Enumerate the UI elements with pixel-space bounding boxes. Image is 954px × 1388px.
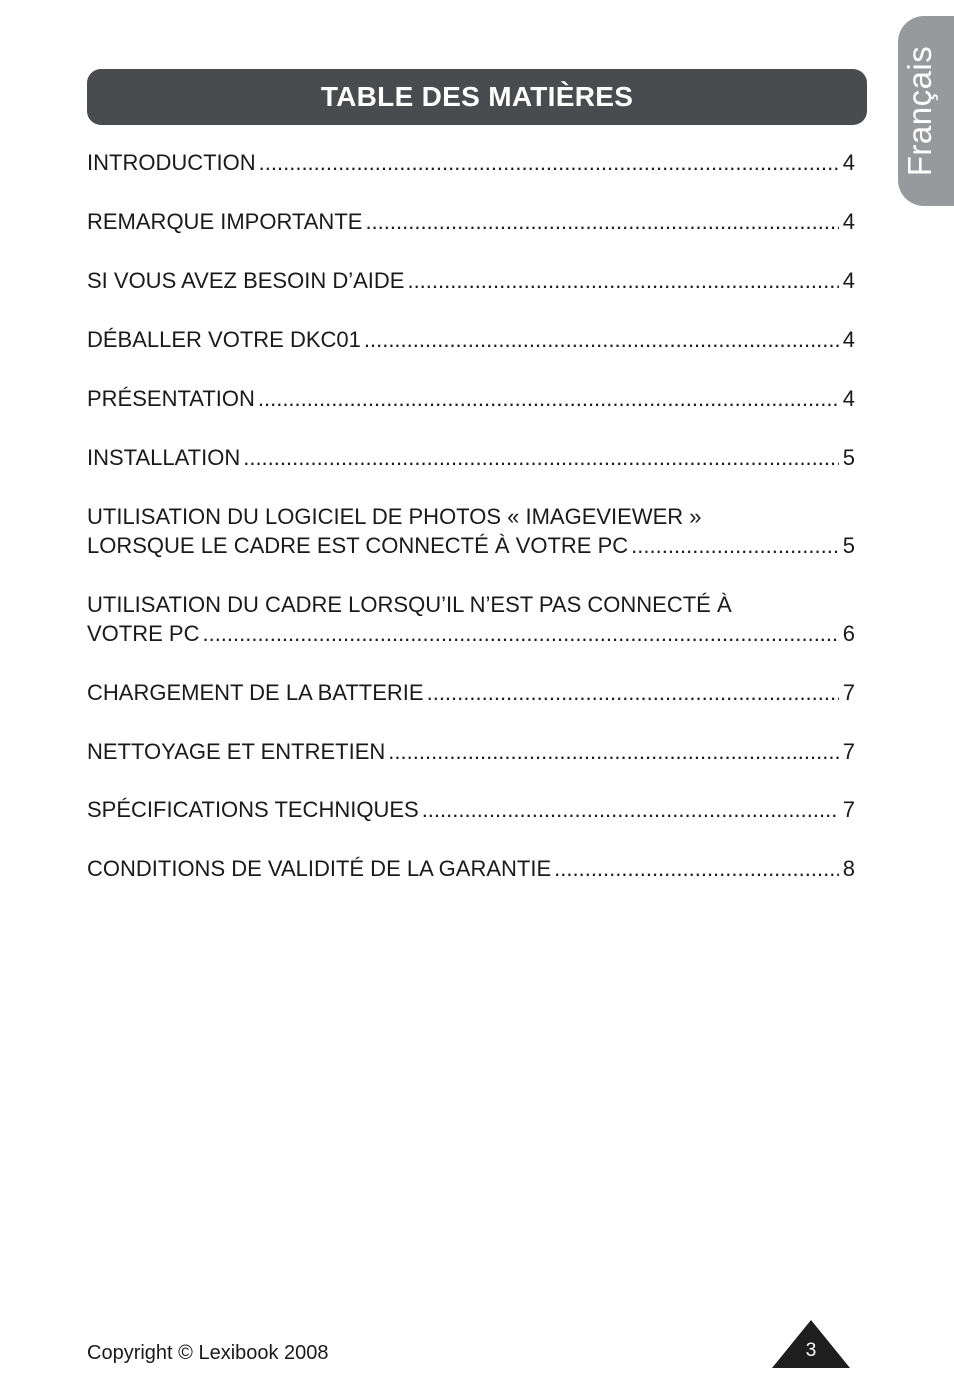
- toc-entry-page: 4: [842, 209, 855, 234]
- toc-entry-title: VOTRE PC: [87, 621, 200, 646]
- toc-entry[interactable]: [87, 325, 855, 354]
- toc-dot-leader: [388, 737, 838, 766]
- toc-entry-title: LORSQUE LE CADRE EST CONNECTÉ À VOTRE PC: [87, 533, 629, 558]
- toc-entry-title: REMARQUE IMPORTANTE: [87, 209, 363, 234]
- toc-entry[interactable]: [87, 148, 855, 177]
- toc-dot-leader: [427, 678, 839, 707]
- toc-entry-line: [87, 207, 855, 236]
- toc-entry-line: [87, 384, 855, 413]
- page-number-marker: [771, 1320, 851, 1370]
- toc-entry[interactable]: [87, 737, 855, 766]
- toc-entry-page: 7: [842, 680, 855, 705]
- toc-entry-line: [87, 854, 855, 883]
- toc-dot-leader: [243, 443, 839, 472]
- toc-entry-title: PRÉSENTATION: [87, 386, 255, 411]
- toc-entry[interactable]: [87, 384, 855, 413]
- toc-entry-title: SPÉCIFICATIONS TECHNIQUES: [87, 797, 419, 822]
- toc-entry-line: [87, 148, 855, 177]
- toc-entry[interactable]: [87, 854, 855, 883]
- toc-entry-page: 5: [842, 533, 855, 558]
- toc-entry-page: 4: [842, 386, 855, 411]
- toc-entry-page: 7: [842, 797, 855, 822]
- toc-entry-title: CHARGEMENT DE LA BATTERIE: [87, 680, 424, 705]
- toc-dot-leader: [202, 619, 838, 648]
- toc-entry-title-line: UTILISATION DU CADRE LORSQU’IL N’EST PAS CONNECTÉ À: [87, 592, 732, 617]
- toc-entry[interactable]: [87, 678, 855, 707]
- toc-dot-leader: [258, 384, 839, 413]
- language-tab-label: Français: [901, 45, 938, 177]
- toc-entry-page: 8: [842, 856, 855, 881]
- toc-entry-title: DÉBALLER VOTRE DKC01: [87, 327, 361, 352]
- toc-entry-page: 4: [842, 268, 855, 293]
- toc-entry-line: [87, 266, 855, 295]
- toc-entry[interactable]: [87, 266, 855, 295]
- toc-entry-line: [87, 531, 855, 560]
- copyright-notice: Copyright © Lexibook 2008: [87, 1342, 329, 1364]
- toc-entry[interactable]: [87, 795, 855, 824]
- page-number: 3: [805, 1340, 817, 1361]
- toc-entry-page: 4: [842, 150, 855, 175]
- toc-entry-page: 7: [842, 739, 855, 764]
- toc-entry-line: [87, 325, 855, 354]
- page-title: TABLE DES MATIÈRES: [320, 81, 634, 112]
- toc-entry-title: INTRODUCTION: [87, 150, 256, 175]
- toc-entry-line: [87, 619, 855, 648]
- toc-entry-line: [87, 737, 855, 766]
- toc-entry[interactable]: [87, 207, 855, 236]
- toc-entry-title: CONDITIONS DE VALIDITÉ DE LA GARANTIE: [87, 856, 552, 881]
- toc-entry-line: [87, 443, 855, 472]
- title-banner: [87, 69, 867, 125]
- toc-dot-leader: [364, 325, 839, 354]
- toc-entry-title: NETTOYAGE ET ENTRETIEN: [87, 739, 386, 764]
- toc-dot-leader: [259, 148, 839, 177]
- toc-dot-leader: [422, 795, 839, 824]
- toc-entry-title-line: UTILISATION DU LOGICIEL DE PHOTOS « IMAGEVIEWER »: [87, 504, 702, 529]
- toc-entry-page: 6: [842, 621, 855, 646]
- toc-entry-title: SI VOUS AVEZ BESOIN D’AIDE: [87, 268, 405, 293]
- toc-entry-title: INSTALLATION: [87, 445, 241, 470]
- toc-dot-leader: [554, 854, 839, 883]
- toc-entry[interactable]: [87, 443, 855, 472]
- toc-entry-page: 4: [842, 327, 855, 352]
- toc-dot-leader: [365, 207, 838, 236]
- toc-entry-line: [87, 795, 855, 824]
- toc-entry[interactable]: [87, 502, 855, 560]
- toc-entry-line: [87, 678, 855, 707]
- toc-dot-leader: [631, 531, 839, 560]
- toc-entry[interactable]: [87, 590, 855, 648]
- toc-entry-page: 5: [842, 445, 855, 470]
- toc-dot-leader: [407, 266, 838, 295]
